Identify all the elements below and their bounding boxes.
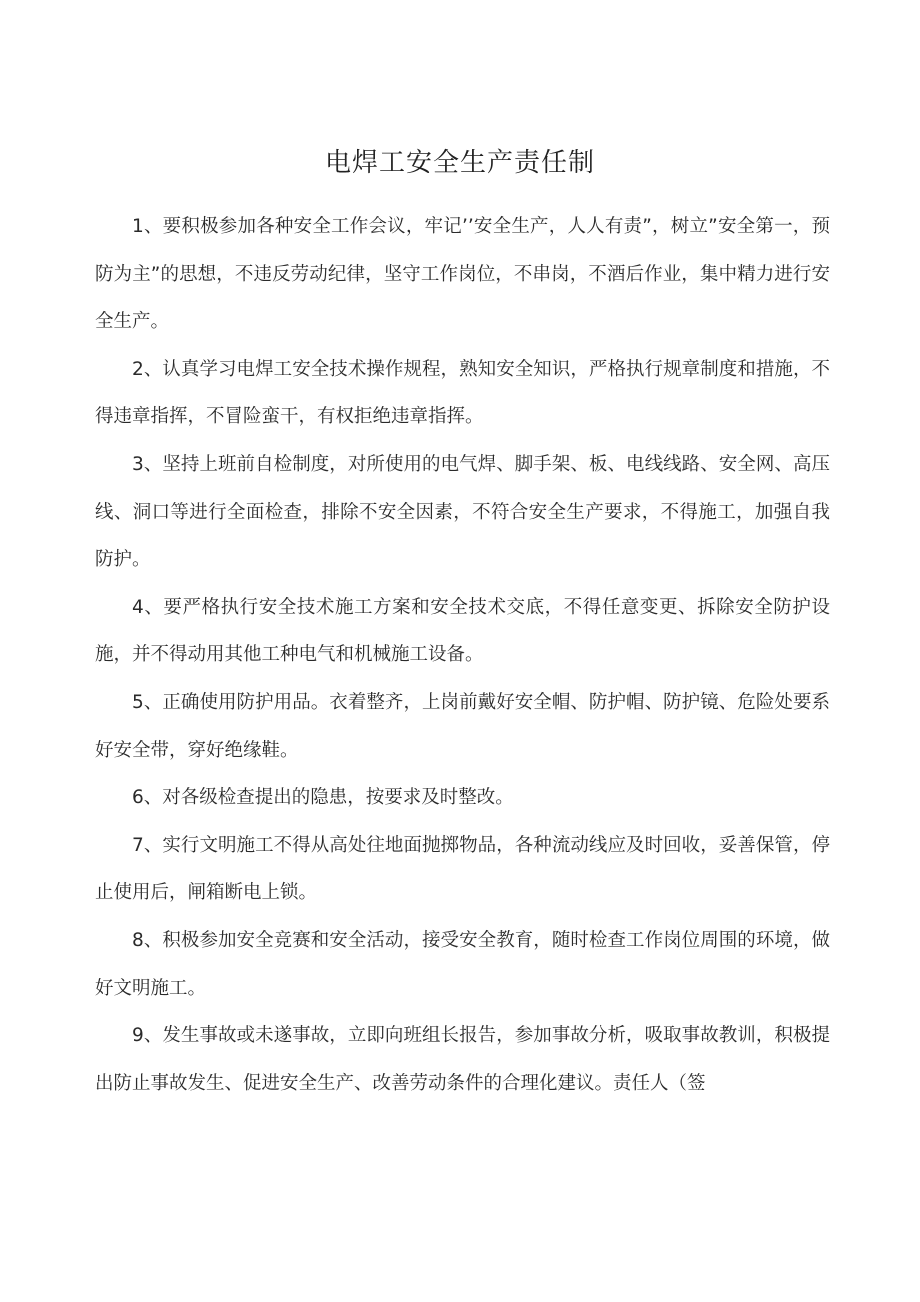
document-body xyxy=(95,203,830,1107)
paragraph-5: 5、正确使用防护用品。衣着整齐，上岗前戴好安全帽、防护帽、防护镜、危险处要系好安全带，穿好绝缘鞋。 xyxy=(95,691,830,761)
paragraph-7: 7、实行文明施工不得从高处往地面抛掷物品，各种流动线应及时回收，妥善保管，停止使用后，闸箱断电上锁。 xyxy=(95,834,830,904)
paragraph-9: 9、发生事故或未遂事故，立即向班组长报告，参加事故分析，吸取事故教训，积极提出防止事故发生、促进安全生产、改善劳动条件的合理化建议。责任人（签 xyxy=(95,1025,830,1094)
paragraph-2: 2、认真学习电焊工安全技术操作规程，熟知安全知识，严格执行规章制度和措施，不得违章指挥，不冒险蛮干，有权拒绝违章指挥。 xyxy=(95,358,830,428)
paragraph-4: 4、要严格执行安全技术施工方案和安全技术交底，不得任意变更、拆除安全防护设施，并不得动用其他工种电气和机械施工设备。 xyxy=(95,596,830,666)
paragraph-1: 1、要积极参加各种安全工作会议，牢记’’安全生产，人人有责”，树立”安全第一，预防为主”的思想，不违反劳动纪律，坚守工作岗位，不串岗，不酒后作业，集中精力进行安全生产。 xyxy=(95,216,830,333)
paragraph-8: 8、积极参加安全竞赛和安全活动，接受安全教育，随时检查工作岗位周围的环境，做好文明施工。 xyxy=(95,929,830,999)
paragraph-6: 6、对各级检查提出的隐患，按要求及时整改。 xyxy=(132,787,514,809)
paragraph-3: 3、坚持上班前自检制度，对所使用的电气焊、脚手架、板、电线线路、安全网、高压线、洞口等进行全面检查，排除不安全因素，不符合安全生产要求，不得施工，加强自我防护。 xyxy=(95,453,830,571)
document-title: 电焊工安全生产责任制 xyxy=(324,148,595,178)
